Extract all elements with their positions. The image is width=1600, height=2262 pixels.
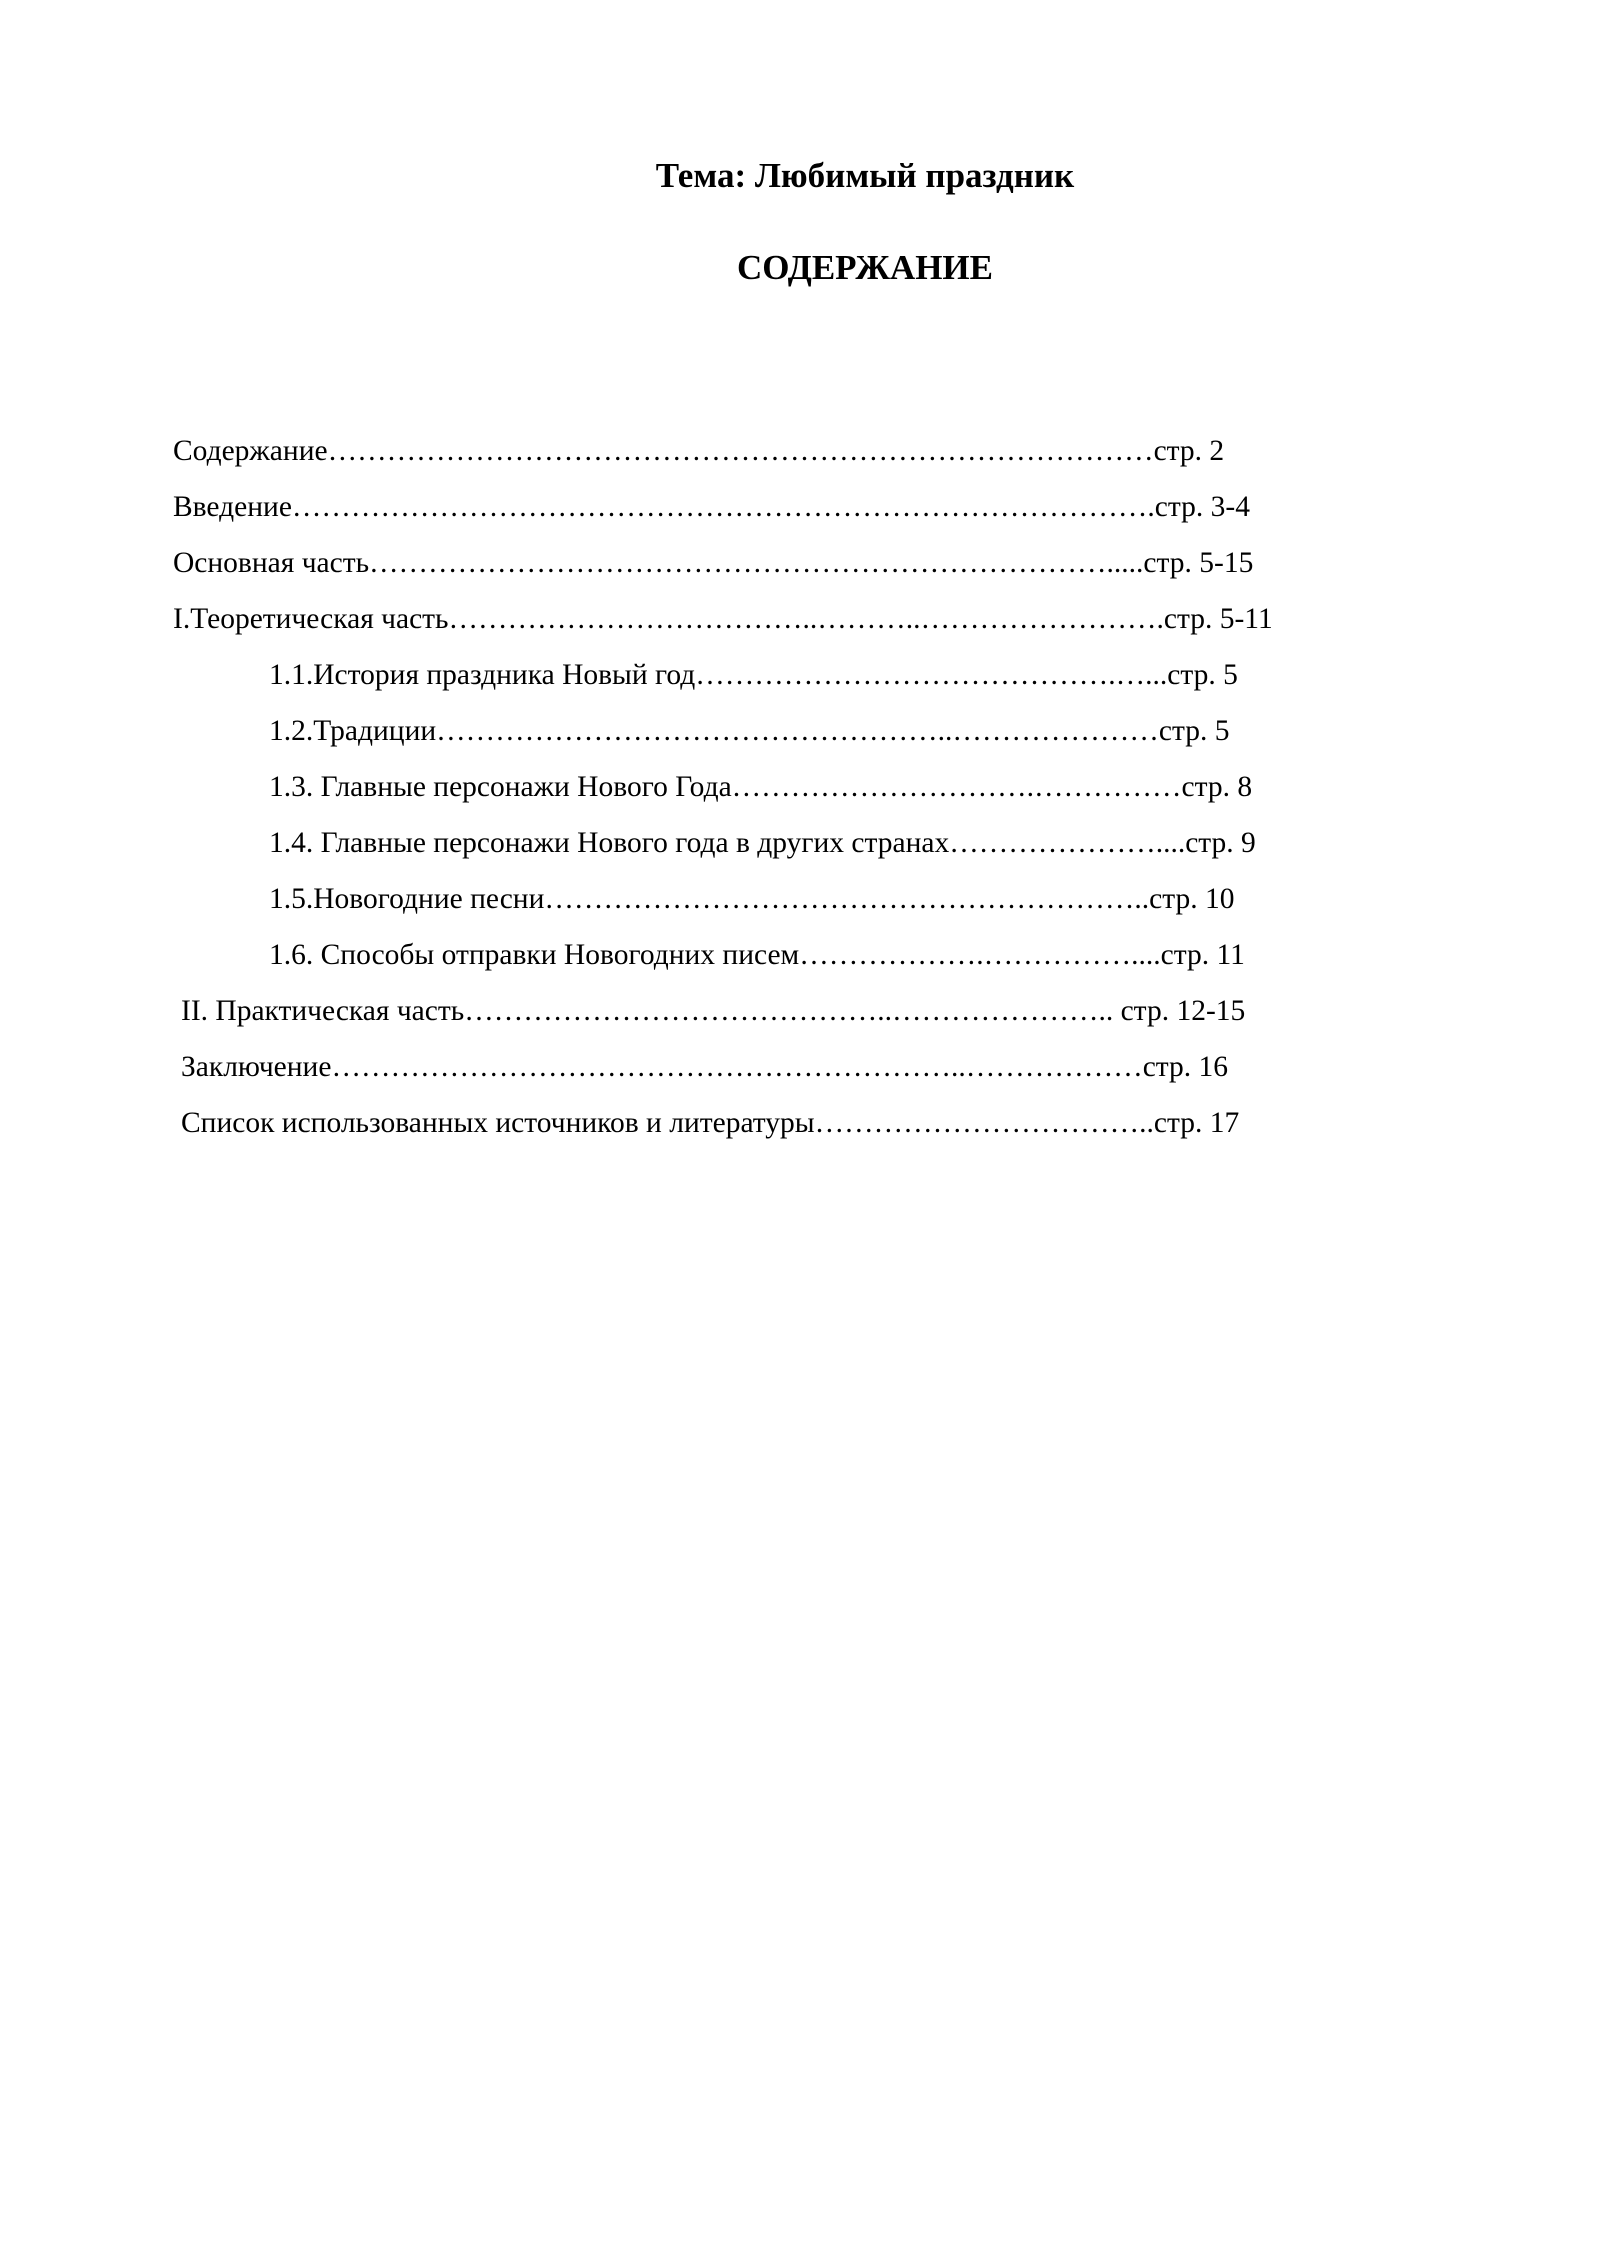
toc-item-1-3 [0,760,1600,816]
toc-item-contents [0,424,1600,480]
toc-heading: СОДЕРЖАНИЕ [736,248,993,287]
toc-item-1-5 [0,872,1600,928]
toc-entry-text: 1.3. Главные персонажи Нового Года………………………….……………стр. 8 [269,771,1253,803]
toc-entry-text: 1.2.Традиции……………………………………………..…………………стр. 5 [269,715,1230,747]
toc-item-main-part [0,536,1600,592]
toc-item-1-6 [0,928,1600,984]
toc-entry-text: Введение…………………………………………………………………………….стр. 3-4 [173,491,1250,523]
table-of-contents [0,424,1600,1152]
toc-entry-text: 1.5.Новогодние песни……………………………………………………..стр. 10 [269,883,1235,915]
toc-entry-text: Список использованных источников и литературы……………………………..стр. 17 [181,1107,1240,1139]
toc-entry-text: 1.6. Способы отправки Новогодних писем……………….……………....стр. 11 [269,939,1245,971]
toc-item-1-2 [0,704,1600,760]
toc-entry-text: 1.4. Главные персонажи Нового года в других странах…………………....стр. 9 [269,827,1256,859]
toc-entry-text: II. Практическая часть……………………………………..………………….. стр. 12-15 [181,995,1246,1027]
toc-entry-text: Основная часть………………………………………………………………….....стр. 5-15 [173,547,1254,579]
toc-entry-text: Содержание…………………………………………………………………………стр. 2 [173,435,1225,467]
toc-item-1-4 [0,816,1600,872]
toc-item-practical-part [0,984,1600,1040]
toc-entry-text: Заключение………………………………………………………..………………стр. 16 [181,1051,1229,1083]
document-title: Тема: Любимый праздник [655,156,1075,195]
toc-entry-text: 1.1.История праздника Новый год…………………………………….…...стр. 5 [269,659,1238,691]
toc-item-conclusion [0,1040,1600,1096]
toc-item-references [0,1096,1600,1152]
toc-item-1-1 [0,648,1600,704]
toc-item-introduction [0,480,1600,536]
toc-item-theoretical-part [0,592,1600,648]
toc-entry-text: I.Теоретическая часть………………………………..………..…………………….стр. 5-11 [173,603,1273,635]
